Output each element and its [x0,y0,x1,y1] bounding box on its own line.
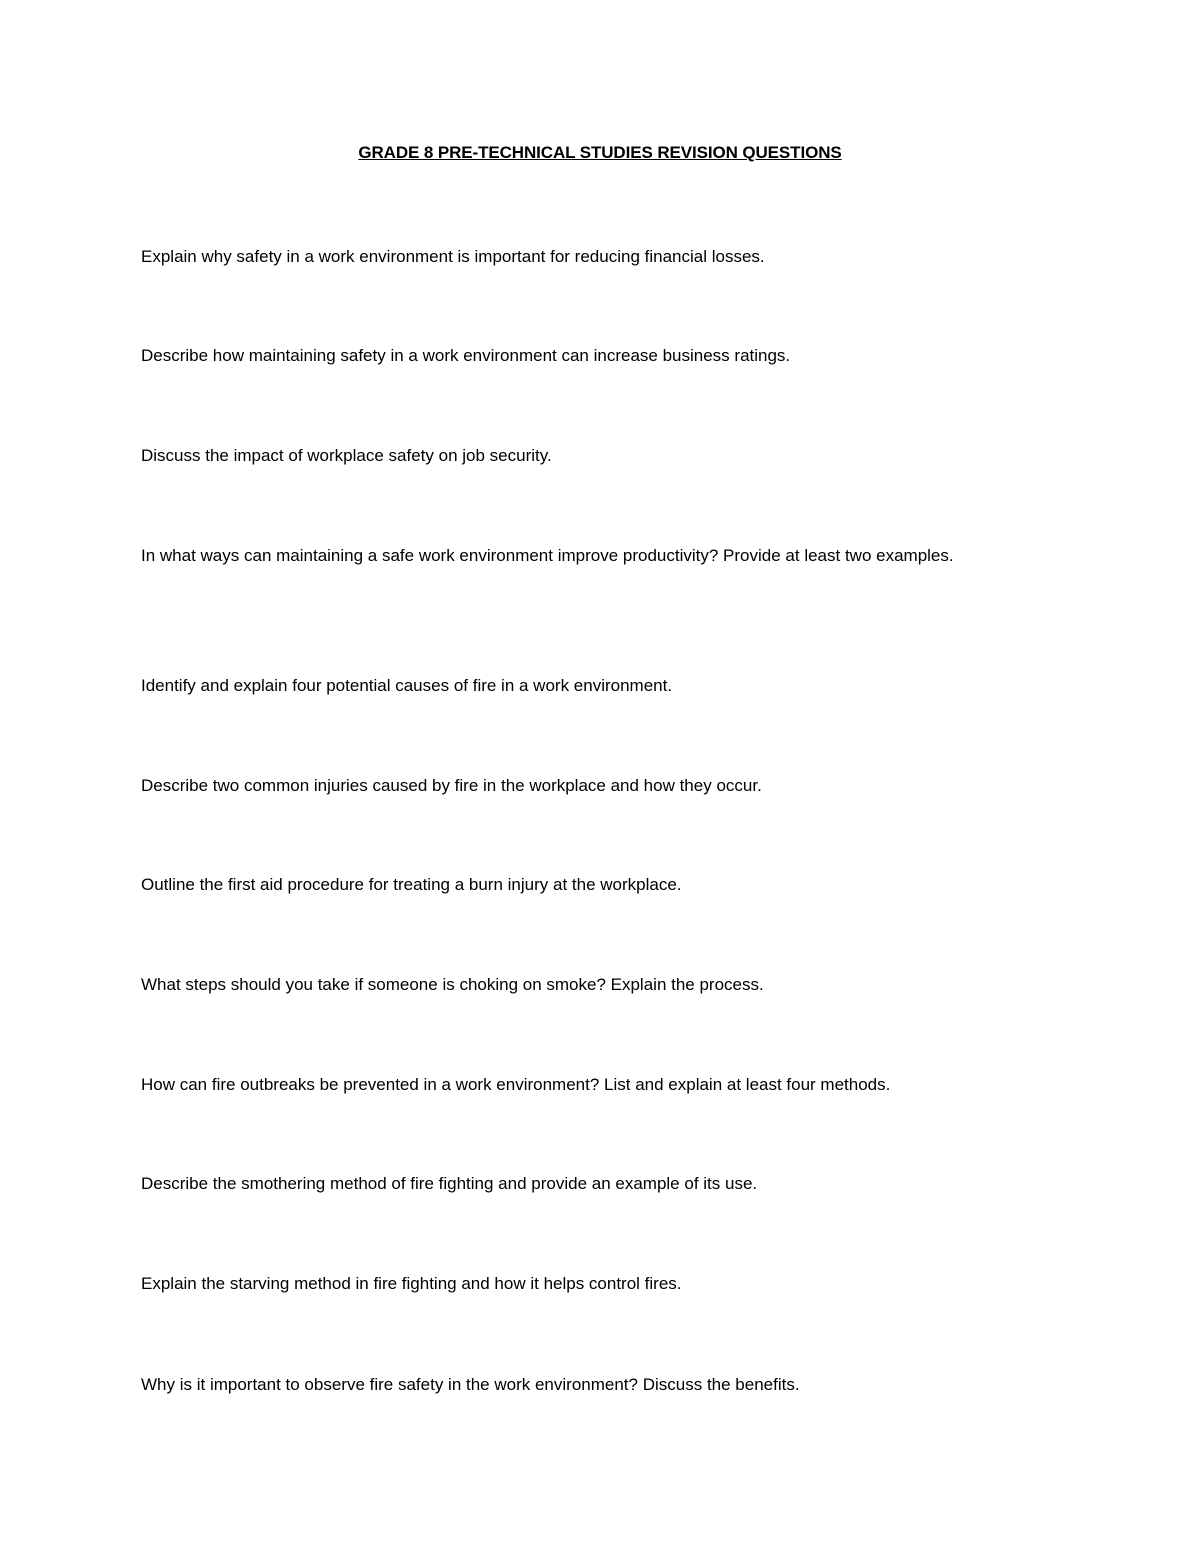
page-title: GRADE 8 PRE-TECHNICAL STUDIES REVISION QUESTIONS [358,143,842,162]
question-item: In what ways can maintaining a safe work environment improve productivity? Provide at least two examples. [141,546,954,565]
question-item: What steps should you take if someone is choking on smoke? Explain the process. [141,975,764,994]
question-item: Why is it important to observe fire safety in the work environment? Discuss the benefits. [141,1375,800,1394]
question-item: Explain the starving method in fire fighting and how it helps control fires. [141,1274,682,1293]
question-item: Identify and explain four potential causes of fire in a work environment. [141,676,673,695]
question-item: Explain why safety in a work environment is important for reducing financial losses. [141,247,765,266]
question-item: Outline the first aid procedure for treating a burn injury at the workplace. [141,875,682,894]
question-item: Describe the smothering method of fire fighting and provide an example of its use. [141,1174,758,1193]
question-item: Discuss the impact of workplace safety on job security. [141,446,552,465]
question-item: Describe how maintaining safety in a work environment can increase business ratings. [141,346,791,365]
question-item: Describe two common injuries caused by fire in the workplace and how they occur. [141,776,762,795]
question-item: How can fire outbreaks be prevented in a work environment? List and explain at least four methods. [141,1075,891,1094]
